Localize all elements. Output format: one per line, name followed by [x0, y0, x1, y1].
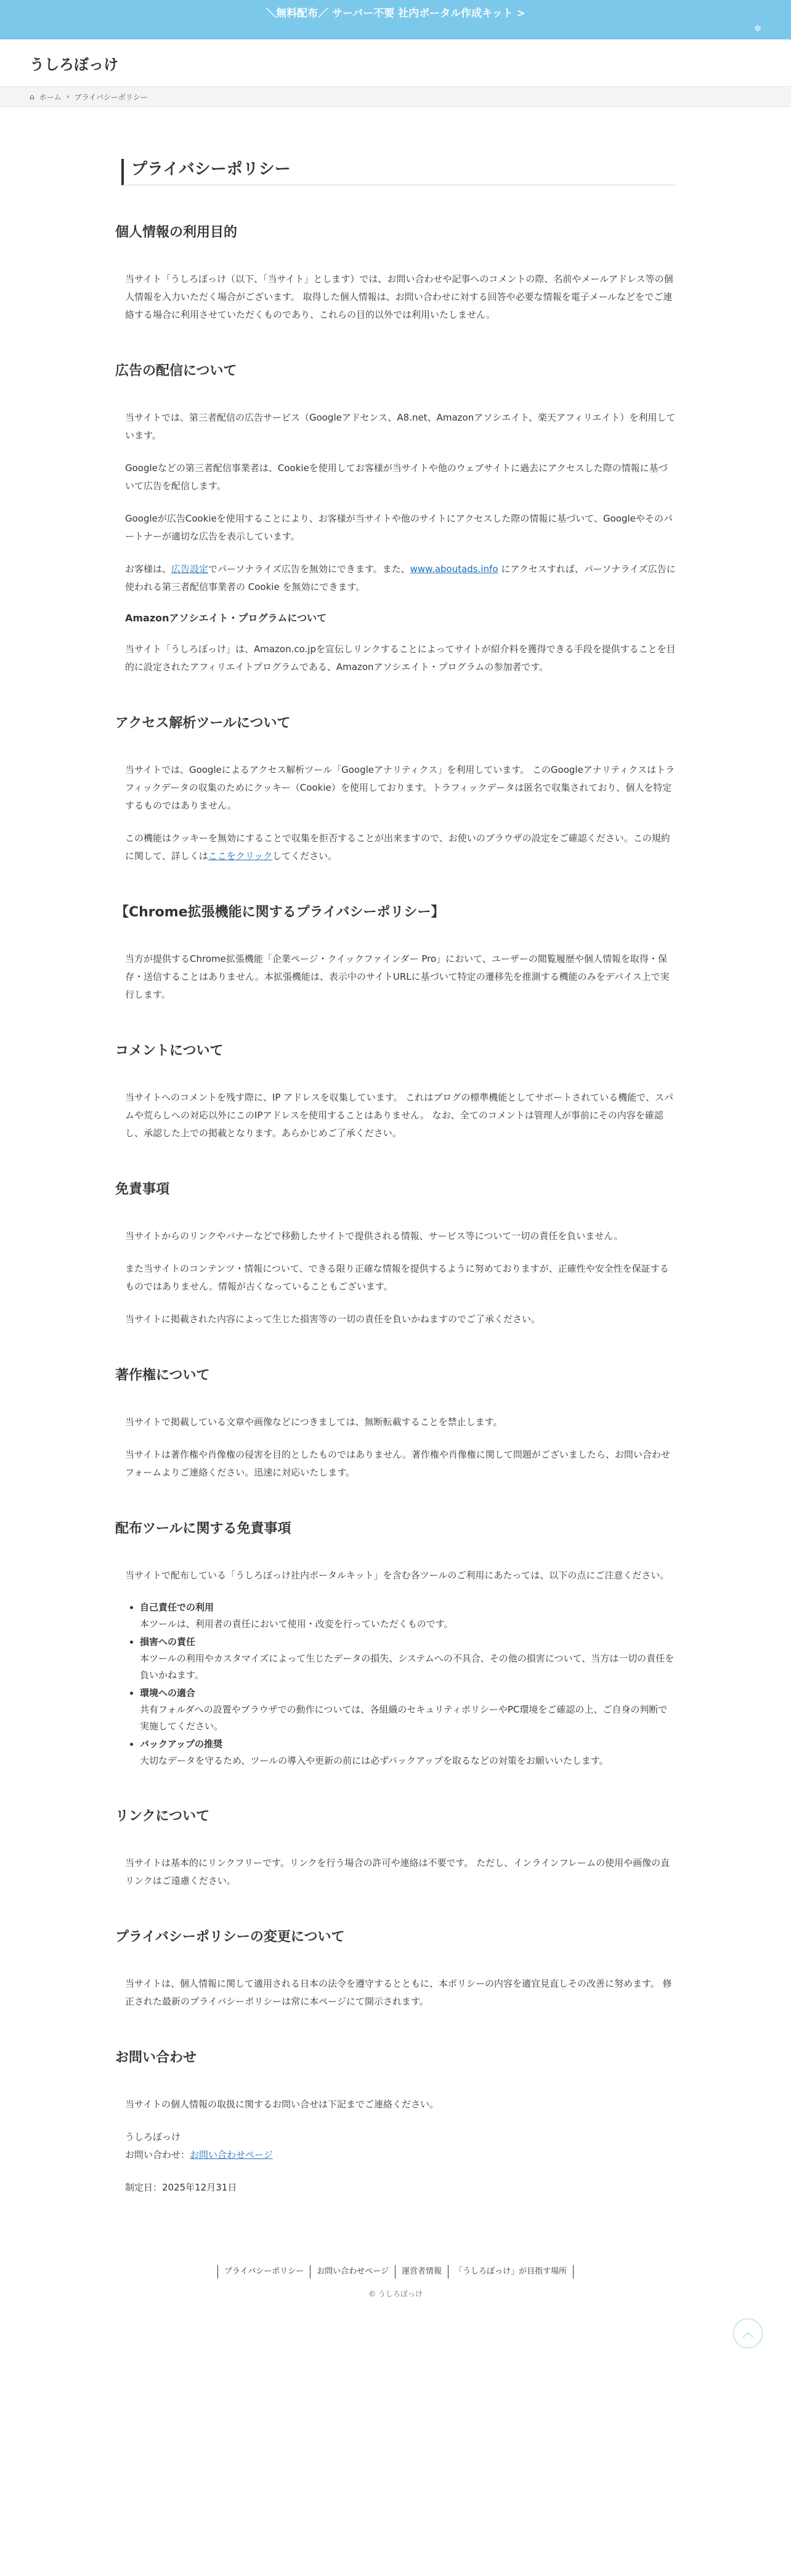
list-item: [140, 1685, 676, 1735]
paragraph: [125, 560, 676, 596]
section-heading: 広告の配信について: [115, 363, 237, 379]
section-links: [115, 1807, 676, 1890]
text: でパーソナライズ広告を無効にできます。また、: [208, 563, 410, 575]
page-title: プライバシーポリシー: [121, 159, 676, 185]
breadcrumb-current: プライバシーポリシー: [74, 92, 148, 102]
paragraph: 当サイト「うしろぼっけ（以下、「当サイト」とします）では、お問い合わせや記事へのコメントの際、名前やメールアドレス等の個人情報を入力いただく場合がございます。 取得した個人情報は、お問い合わせに対する回答や必要な情報を電子メールなどをでご連絡する場合に利用させていただくものであり、これらの目的以外では利用いたしません。: [125, 273, 673, 320]
paragraph: [125, 830, 676, 865]
section-purpose: [115, 224, 676, 324]
list-item-text: 本ツールは、利用者の責任において使用・改変を行っていただくものです。: [140, 1618, 453, 1629]
home-icon[interactable]: ⌂: [30, 92, 34, 101]
site-logo[interactable]: うしろぼっけ: [30, 55, 118, 73]
promo-banner-text[interactable]: ＼無料配布／ サーバー不要 社内ポータル作成キット >: [266, 7, 525, 20]
text: この機能はクッキーを無効にすることで収集を拒否することが出来ますので、お使いのブラウザの設定をご確認ください。この規約に関して、詳しくは: [125, 833, 670, 862]
paragraph: Googleが広告Cookieを使用することにより、お客様が当サイトや他のサイトにアクセスした際の情報に基づいて、Googleやそのパートナーが適切な広告を表示しています。: [125, 513, 673, 542]
paragraph: 当サイトで掲載している文章や画像などにつきましては、無断転載することを禁止します。: [125, 1416, 503, 1427]
list-item-title: • 損害への責任: [140, 1636, 196, 1647]
section-ads: [115, 362, 676, 676]
site-header: [0, 39, 791, 86]
section-disclaimer: [115, 1181, 676, 1328]
footer-nav: [217, 2265, 574, 2279]
section-analytics: [115, 714, 676, 865]
section-heading: お問い合わせ: [115, 2050, 197, 2065]
list-item-text: 共有フォルダへの設置やブラウザでの動作については、各組織のセキュリティポリシーやPC環境をご確認の上、ご自身の判断で実施してください。: [140, 1704, 668, 1732]
paragraph: 当方が提供するChrome拡張機能「企業ページ・クイックファインダー Pro」において、ユーザーの閲覧履歴や個人情報を取得・保存・送信することはありません。本拡張機能は、表示中のサイトURLに基づいて特定の遷移先を推測する機能のみをデバイス上で実行します。: [125, 953, 670, 1000]
ad-settings-link[interactable]: 広告設定: [171, 563, 209, 575]
footer-link-privacy[interactable]: プライバシーポリシー: [217, 2265, 310, 2279]
section-heading: 著作権について: [115, 1368, 210, 1383]
section-heading: プライバシーポリシーの変更について: [115, 1929, 345, 1945]
chevron-up-icon: ︿: [742, 2327, 753, 2340]
paragraph: 当サイト「うしろぼっけ」は、Amazon.co.jpを宣伝しリンクすることによってサイトが紹介料を獲得できる手段を提供することを目的に設定されたアフィリエイトプログラムである、Amazonアソシエイト・プログラムの参加者です。: [125, 644, 676, 672]
section-heading: 【Chrome拡張機能に関するプライバシーポリシー】: [115, 905, 445, 920]
list-item-text: 大切なデータを守るため、ツールの導入や更新の前には必ずバックアップを取るなどの対策をお願いいたします。: [140, 1755, 609, 1766]
gear-icon[interactable]: ✲: [754, 24, 761, 34]
contact-page-link[interactable]: お問い合わせページ: [190, 2149, 273, 2160]
chevron-right-icon: ›: [66, 92, 70, 101]
breadcrumb-home[interactable]: ホーム: [39, 92, 62, 102]
paragraph: Googleなどの第三者配信事業者は、Cookieを使用してお客様が当サイトや他のウェブサイトに過去にアクセスした際の情報に基づいて広告を配信します。: [125, 462, 668, 491]
contact-block: [125, 2128, 676, 2164]
main-content: [115, 107, 676, 2197]
promo-banner[interactable]: [0, 0, 791, 39]
contact-label: お問い合わせ：: [125, 2149, 190, 2160]
paragraph: 当サイトでは、第三者配信の広告サービス（Googleアドセンス、A8.net、Amazonアソシエイト、楽天アフィリエイト）を利用しています。: [125, 412, 676, 441]
paragraph: 当サイトに掲載された内容によって生じた損害等の一切の責任を負いかねますのでご了承ください。: [125, 1314, 540, 1325]
list-item: [140, 1634, 676, 1684]
list-item-text: 本ツールの利用やカスタマイズによって生じたデータの損失、システムへの不具合、その他の損害について、当方は一切の責任を負いかねます。: [140, 1653, 675, 1681]
sub-heading: Amazonアソシエイト・プログラムについて: [125, 612, 327, 624]
site-footer: [0, 2264, 791, 2310]
footer-link-about[interactable]: 「うしろぼっけ」が目指す場所: [448, 2265, 574, 2279]
section-tool-disclaimer: [115, 1520, 676, 1769]
section-heading: 免責事項: [115, 1182, 170, 1197]
section-contact: [115, 2049, 676, 2197]
text: お客様は、: [125, 563, 172, 575]
established-date: 制定日：2025年12月31日: [125, 2182, 237, 2193]
paragraph: 当サイトの個人情報の取扱に関するお問い合せは下記までご連絡ください。: [125, 2099, 439, 2110]
site-name: うしろぼっけ: [125, 2131, 181, 2142]
text: してください。: [272, 850, 338, 862]
paragraph: 当サイトは、個人情報に関して適用される日本の法令を遵守するとともに、本ポリシーの内容を適宜見直しその改善に努めます。 修正された最新のプライバシーポリシーは常に本ページにて開示されます。: [125, 1978, 672, 2007]
paragraph: 当サイトは著作権や肖像権の侵害を目的としたものではありません。著作権や肖像権に関して問題がございましたら、お問い合わせフォームよりご連絡ください。迅速に対応いたします。: [125, 1449, 670, 1478]
list-item: [140, 1736, 676, 1769]
section-chrome-extension: [115, 903, 676, 1004]
paragraph: 当サイトで配布している「うしろぼっけ社内ポータルキット」を含む各ツールのご利用にあたっては、以下の点にご注意ください。: [125, 1570, 670, 1581]
section-policy-changes: [115, 1928, 676, 2011]
text: にアクセスすれば、パーソナライズ広告に使われる第三者配信事業者の Cookie を無効にできます。: [125, 563, 676, 592]
footer-link-contact[interactable]: お問い合わせページ: [310, 2265, 395, 2279]
section-heading: 個人情報の利用目的: [115, 225, 238, 240]
disclaimer-list: [125, 1599, 676, 1769]
paragraph: また当サイトのコンテンツ・情報について、できる限り正確な情報を提供するように努めておりますが、正確性や安全性を保証するものではありません。情報が古くなっていることもございます。: [125, 1263, 669, 1292]
section-heading: 配布ツールに関する免責事項: [115, 1521, 291, 1536]
section-heading: コメントについて: [115, 1043, 224, 1059]
paragraph: 当サイトへのコメントを残す際に、IP アドレスを収集しています。 これはブログの標準機能としてサポートされている機能で、スパムや荒らしへの対応以外にこのIPアドレスを使用することはありません。 なお、全てのコメントは管理人が事前にその内容を確認し、承認した上での掲載となります。あらかじめご了承ください。: [125, 1092, 674, 1139]
section-comments: [115, 1042, 676, 1142]
list-item: [140, 1599, 676, 1633]
paragraph: 当サイトからのリンクやバナーなどで移動したサイトで提供される情報、サービス等について一切の責任を負いません。: [125, 1230, 623, 1242]
paragraph: 当サイトは基本的にリンクフリーです。リンクを行う場合の許可や連絡は不要です。 ただし、インラインフレームの使用や画像の直リンクはご遠慮ください。: [125, 1857, 670, 1886]
section-heading: リンクについて: [115, 1809, 210, 1824]
section-copyright: [115, 1367, 676, 1482]
footer-link-operator[interactable]: 運営者情報: [395, 2265, 448, 2279]
aboutads-link[interactable]: www.aboutads.info: [410, 563, 498, 575]
list-item-title: • バックアップの推奨: [140, 1738, 222, 1750]
section-heading: アクセス解析ツールについて: [115, 716, 291, 731]
list-item-title: • 自己責任での利用: [140, 1602, 214, 1613]
back-to-top-button[interactable]: [733, 2319, 763, 2348]
click-here-link[interactable]: ここをクリック: [208, 850, 273, 862]
paragraph: 当サイトでは、Googleによるアクセス解析ツール「Googleアナリティクス」を利用しています。 このGoogleアナリティクスはトラフィックデータの収集のためにクッキー（Cookie）を使用しております。トラフィックデータは匿名で収集されており、個人を特定するものではありません。: [125, 764, 675, 811]
list-item-title: • 環境への適合: [140, 1687, 196, 1698]
contact-line: [125, 2146, 676, 2164]
breadcrumb: [0, 86, 791, 107]
copyright: © うしろぼっけ: [368, 2290, 423, 2298]
